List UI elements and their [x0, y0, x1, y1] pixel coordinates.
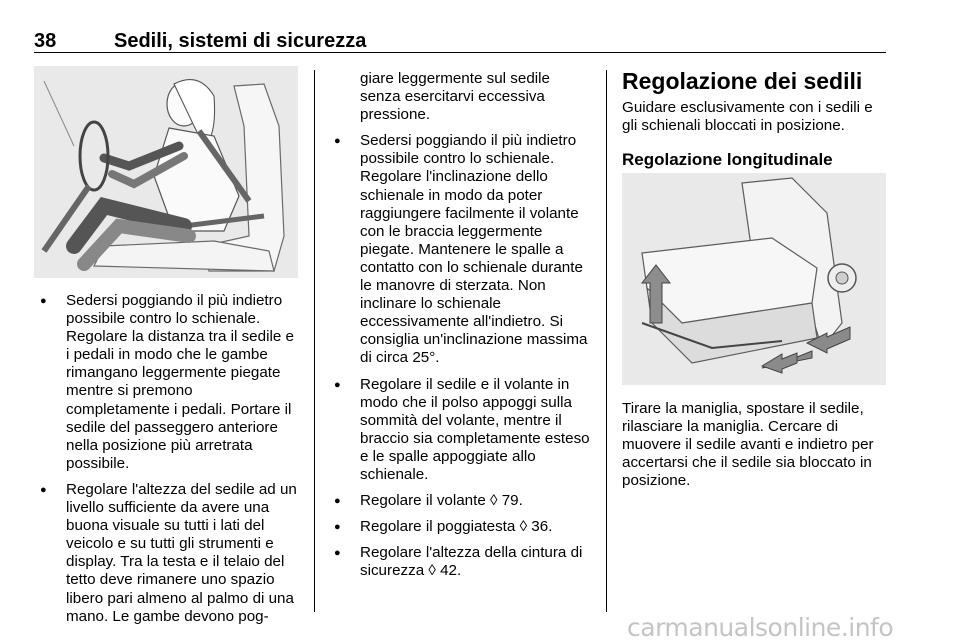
running-title: Sedili, sistemi di sicurezza	[114, 30, 367, 52]
list-item: ● Sedersi poggiando il più indietro possibile contro lo schienale. Regolare l'inclinazione dello schienale in modo da poter raggiungere facilmente il volante con le braccia leggermente piegate. Mantenere le spalle a contatto con lo schienale durante le manovre di sterzata. Non inclinare lo schienale eccessivamente all'indietro. Si consiglia un'inclinazione massima di circa 25°.	[328, 132, 592, 367]
column-divider-right	[606, 70, 607, 612]
list-item: ● Regolare il poggiatesta ◊ 36.	[328, 518, 592, 536]
list-item: ● Regolare il sedile e il volante in modo che il polso appoggi sulla sommità del volante, mentre il braccio sia completamente esteso e le spalle appoggiate allo schienale.	[328, 376, 592, 485]
watermark: carmanualsonline.info	[627, 613, 894, 642]
driver-seating-figure	[34, 66, 298, 278]
seat-longitudinal-adjustment-illustration	[622, 173, 886, 385]
column-divider-left	[314, 70, 315, 612]
header-rule	[34, 52, 886, 53]
list-item: ● Sedersi poggiando il più indietro possibile contro lo schienale. Regolare la distanza tra il sedile e i pedali in modo che le gambe rimangano leggermente piegate mentre si premono completamente i pedali. Portare il sedile del passeggero anteriore nella posizione più arretrata possibile.	[34, 292, 300, 473]
left-column	[34, 292, 300, 634]
continued-text: giare leggermente sul sedile senza esercitarvi eccessiva pressione.	[360, 70, 550, 124]
middle-column	[328, 70, 592, 588]
right-column	[622, 68, 888, 170]
page-number: 38	[34, 30, 57, 52]
section-heading: Regolazione dei sedili	[622, 68, 863, 94]
right-column-body	[622, 400, 888, 504]
driver-seating-position-illustration	[34, 66, 298, 278]
list-item: ● Regolare l'altezza della cintura di sicurezza ◊ 42.	[328, 544, 592, 580]
list-item: ● Regolare l'altezza del sedile ad un livello sufficiente da avere una buona visuale su tutti i lati del veicolo e su tutti gli strumenti e display. Tra la testa e il telaio del tetto deve rimanere uno spazio libero pari almeno al palmo di una mano. Le gambe devono pog-	[34, 481, 300, 626]
intro-text: Guidare esclusivamente con i sedili e gli schienali bloccati in posizione.	[622, 99, 873, 135]
middle-bullet-list	[328, 132, 592, 580]
seat-adjust-figure	[622, 173, 886, 385]
page-header	[34, 30, 886, 52]
body-text: Tirare la maniglia, spostare il sedile, rilasciare la maniglia. Cercare di muovere il sedile avanti e indietro per accertarsi che il sedile sia bloccato in posizione.	[622, 400, 874, 490]
left-bullet-list	[34, 292, 300, 626]
subsection-heading: Regolazione longitudinale	[622, 150, 833, 170]
list-item: ● Regolare il volante ◊ 79.	[328, 492, 592, 510]
